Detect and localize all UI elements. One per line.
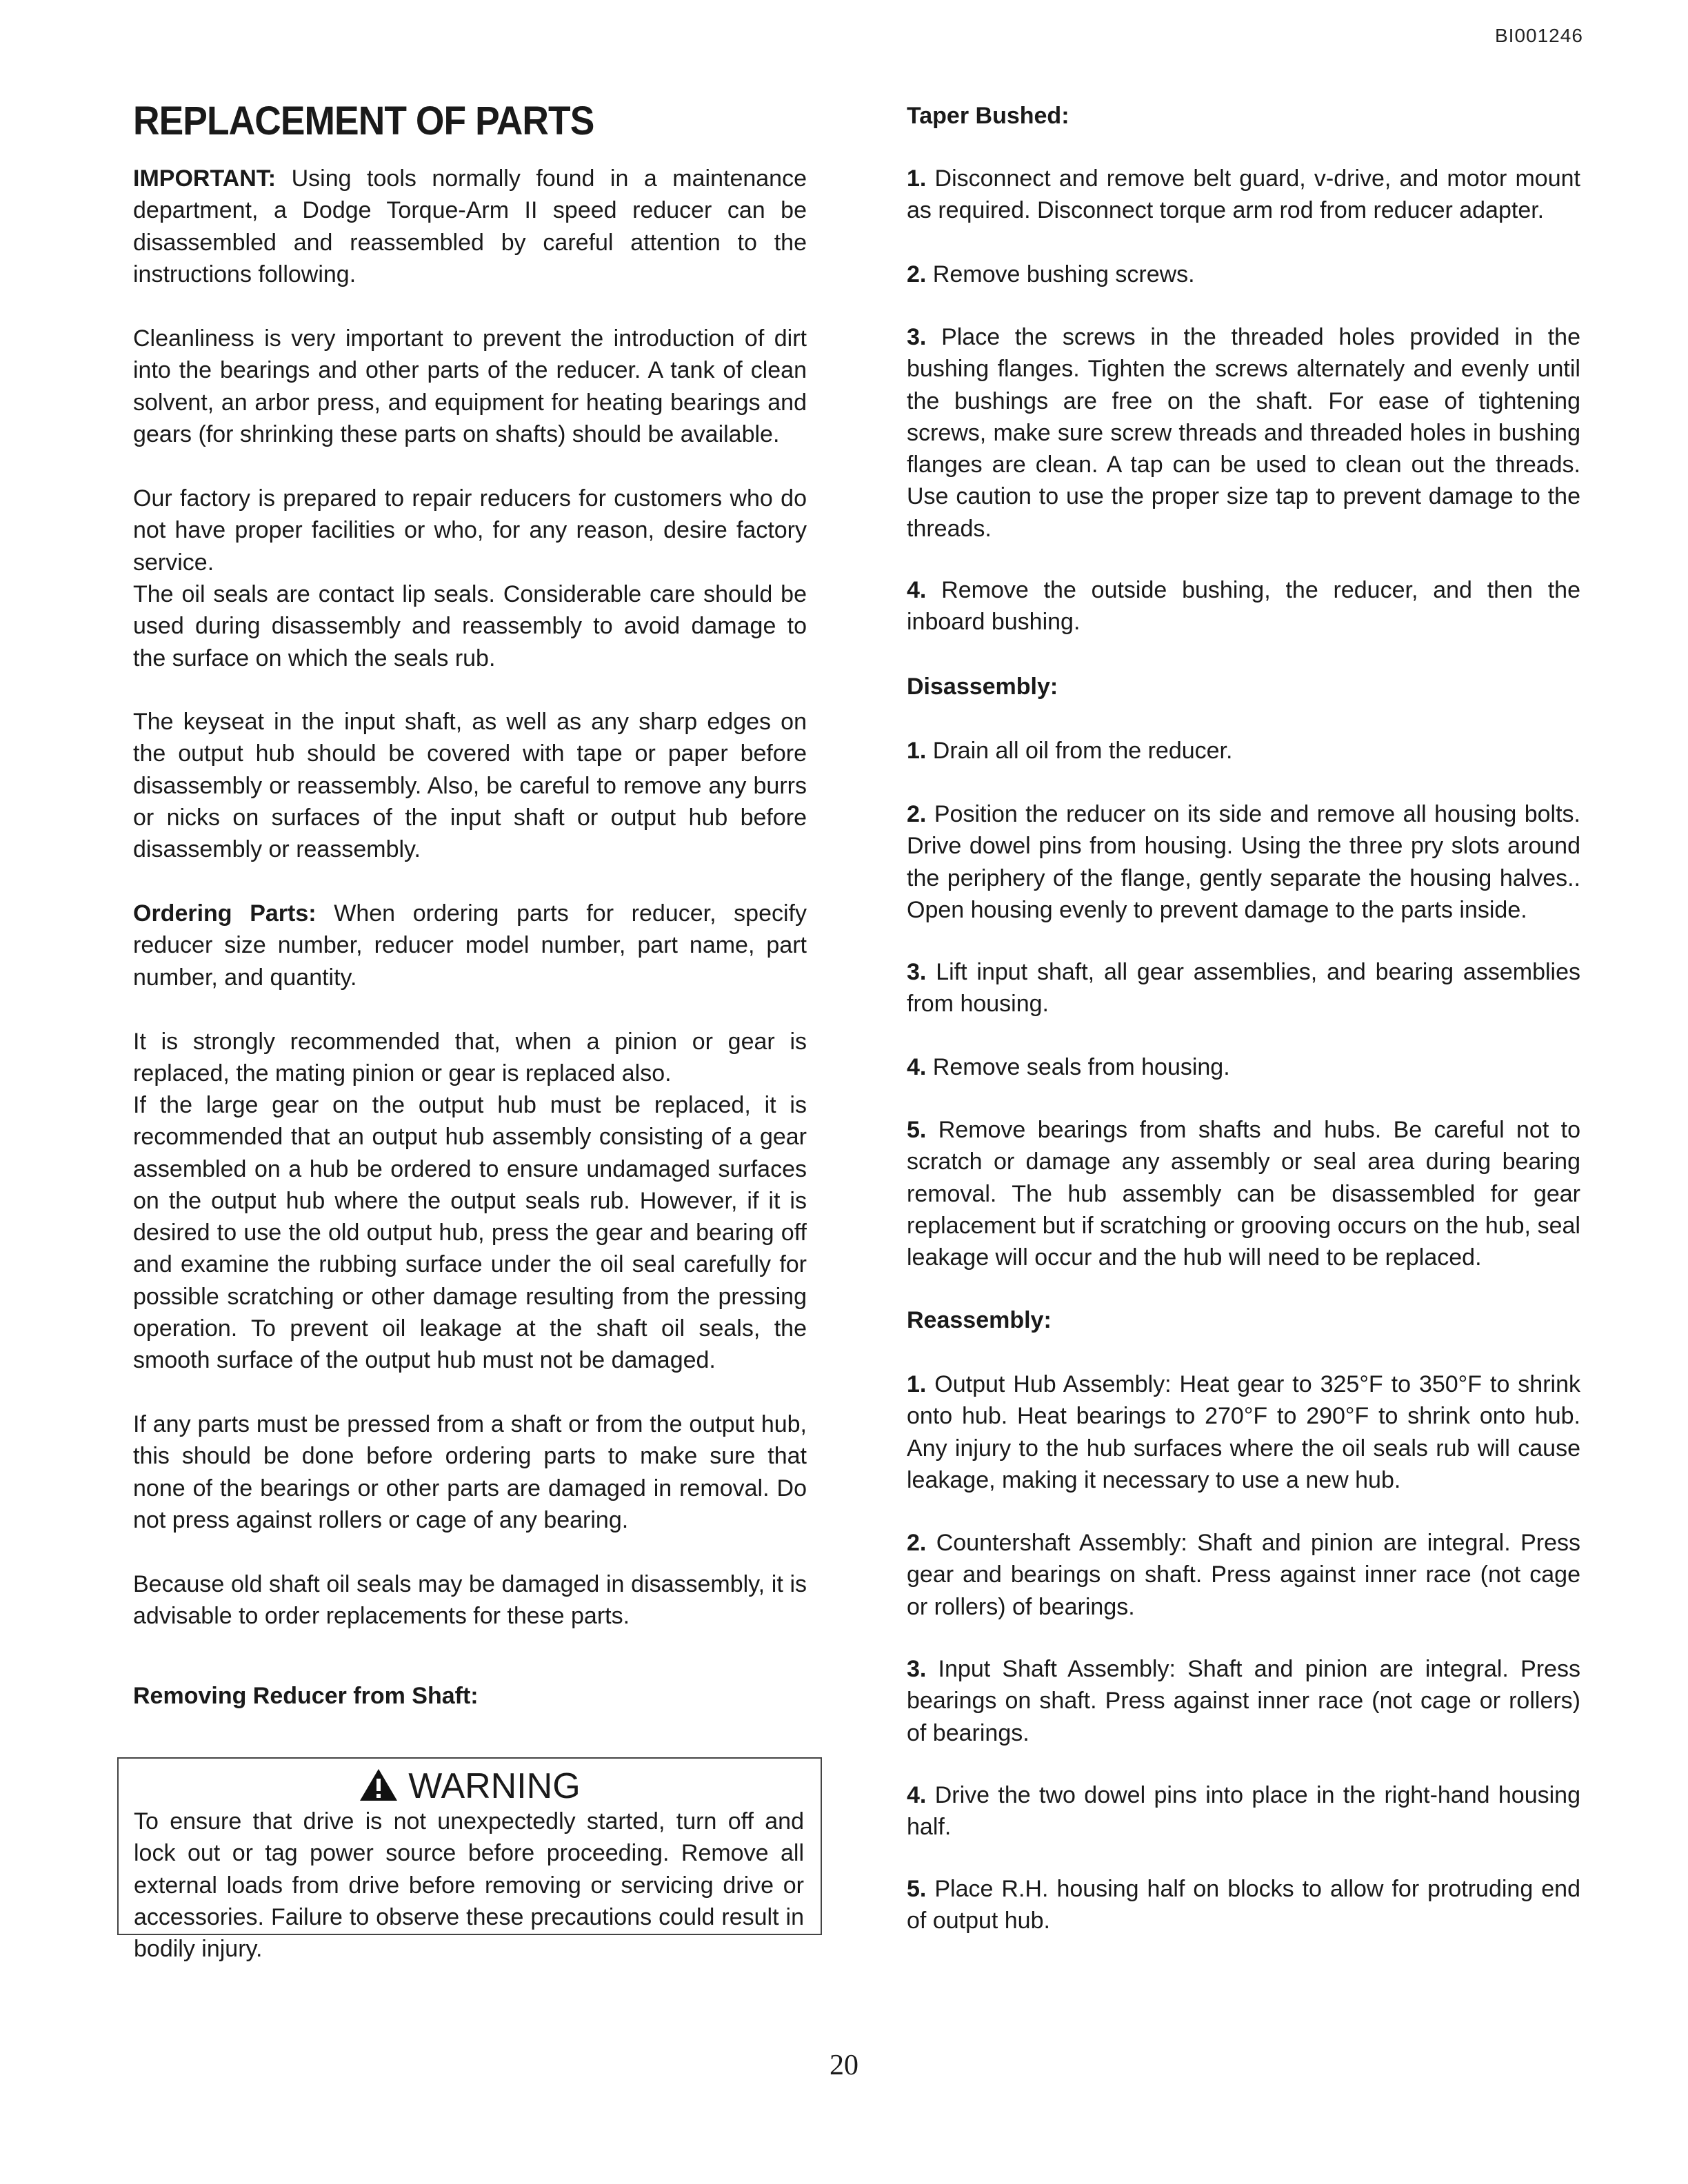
warning-title: WARNING <box>119 1766 821 1807</box>
taper-step-3: 3. Place the screws in the threaded holes provided in the bushing flanges. Tighten the screws alternately and evenly until the bushings are free on the shaft. For ease of tightening screws, make sure screw threads and threaded holes in bushing flanges are clean. A tap can be used to clean out the threads. Use caution to use the proper size tap to prevent damage to the threads. <box>907 324 1580 542</box>
warning-icon <box>359 1768 399 1802</box>
reassembly-step-2: 2. Countershaft Assembly: Shaft and pinion are integral. Press gear and bearings on shaft. Press against inner race (not cage or rollers) of bearings. <box>907 1530 1580 1620</box>
factory-paragraph: Our factory is prepared to repair reducers for customers who do not have proper facilities or who, for any reason, desire factory service. <box>133 485 807 576</box>
reassembly-step-5: 5. Place R.H. housing half on blocks to allow for protruding end of output hub. <box>907 1876 1580 1934</box>
ordering-parts-paragraph: Ordering Parts: When ordering parts for reducer, specify reducer size number, reducer model number, part name, part number, and quantity. <box>133 900 807 991</box>
reassembly-step-3: 3. Input Shaft Assembly: Shaft and pinion are integral. Press bearings on shaft. Press against inner race (not cage or rollers) of bearings. <box>907 1656 1580 1746</box>
large-gear-paragraph: If the large gear on the output hub must be replaced, it is recommended that an output hub assembly consisting of a gear assembled on a hub be ordered to ensure undamaged surfaces on the output hub where the output seals rub. However, if it is desired to use the old output hub, press the gear and bearing off and examine the rubbing surface under the oil seal carefully for possible scratching or other damage resulting from the pressing operation. To prevent oil leakage at the shaft oil seals, the smooth surface of the output hub must not be damaged. <box>133 1092 807 1374</box>
warning-box <box>117 1757 822 1963</box>
important-paragraph: IMPORTANT: Using tools normally found in a maintenance department, a Dodge Torque-Arm II speed reducer can be disassembled and reassembled by careful attention to the instructions following. <box>133 165 807 287</box>
taper-bushed-heading: Taper Bushed: <box>907 103 1069 129</box>
disassembly-heading: Disassembly: <box>907 674 1058 700</box>
pressed-parts-paragraph: If any parts must be pressed from a shaft or from the output hub, this should be done before ordering parts to make sure that none of the bearings or other parts are damaged in removal. Do not press against rollers or cage of any bearing. <box>133 1411 807 1533</box>
disassembly-step-3: 3. Lift input shaft, all gear assemblies, and bearing assemblies from housing. <box>907 959 1580 1018</box>
old-seals-paragraph: Because old shaft oil seals may be damaged in disassembly, it is advisable to order replacements for these parts. <box>133 1571 807 1630</box>
disassembly-step-2: 2. Position the reducer on its side and remove all housing bolts. Drive dowel pins from housing. Using the three pry slots around the periphery of the flange, gently separate the housing halves.. Open housing evenly to prevent damage to the parts inside. <box>907 801 1580 923</box>
removing-reducer-heading: Removing Reducer from Shaft: <box>133 1683 479 1709</box>
page-title: REPLACEMENT OF PARTS <box>133 99 594 143</box>
reassembly-step-1: 1. Output Hub Assembly: Heat gear to 325°F to 350°F to shrink onto hub. Heat bearings to 270°F to 290°F to shrink onto hub. Any injury to the hub surfaces where the oil seals rub will cause leakage, making it necessary to use a new hub. <box>907 1371 1580 1493</box>
cleanliness-paragraph: Cleanliness is very important to prevent the introduction of dirt into the bearings and other parts of the reducer. A tank of clean solvent, an arbor press, and equipment for heating bearings and gears (for shrinking these parts on shafts) should be available. <box>133 325 807 447</box>
document-id: BI001246 <box>1495 25 1583 46</box>
keyseat-paragraph: The keyseat in the input shaft, as well as any sharp edges on the output hub should be covered with tape or paper before disassembly or reassembly. Also, be careful to remove any burrs or nicks on surfaces of the input shaft or output hub before disassembly or reassembly. <box>133 709 807 863</box>
disassembly-step-1: 1. Drain all oil from the reducer. <box>907 738 1233 764</box>
taper-step-4: 4. Remove the outside bushing, the reducer, and then the inboard bushing. <box>907 577 1580 636</box>
reassembly-step-4: 4. Drive the two dowel pins into place in the right-hand housing half. <box>907 1782 1580 1841</box>
disassembly-step-5: 5. Remove bearings from shafts and hubs. Be careful not to scratch or damage any assembly or seal area during bearing removal. The hub assembly can be disassembled for gear replacement but if scratching or grooving occurs on the hub, seal leakage will occur and the hub will need to be replaced. <box>907 1117 1580 1271</box>
oil-seals-paragraph: The oil seals are contact lip seals. Considerable care should be used during disassembly and reassembly to avoid damage to the surface on which the seals rub. <box>133 581 807 671</box>
important-label: IMPORTANT: <box>133 165 277 192</box>
disassembly-step-4: 4. Remove seals from housing. <box>907 1054 1230 1080</box>
page-number: 20 <box>830 2050 858 2081</box>
pinion-paragraph: It is strongly recommended that, when a pinion or gear is replaced, the mating pinion or gear is replaced also. <box>133 1029 807 1087</box>
warning-text: To ensure that drive is not unexpectedly started, turn off and lock out or tag power source before proceeding. Remove all external loads from drive before removing or servicing drive or accessories. Failure to observe these precautions could result in bodily injury. <box>134 1808 804 1963</box>
taper-step-1: 1. Disconnect and remove belt guard, v-drive, and motor mount as required. Disconnect torque arm rod from reducer adapter. <box>907 165 1580 224</box>
ordering-parts-label: Ordering Parts: <box>133 900 316 927</box>
taper-step-2: 2. Remove bushing screws. <box>907 261 1195 287</box>
reassembly-heading: Reassembly: <box>907 1307 1052 1333</box>
